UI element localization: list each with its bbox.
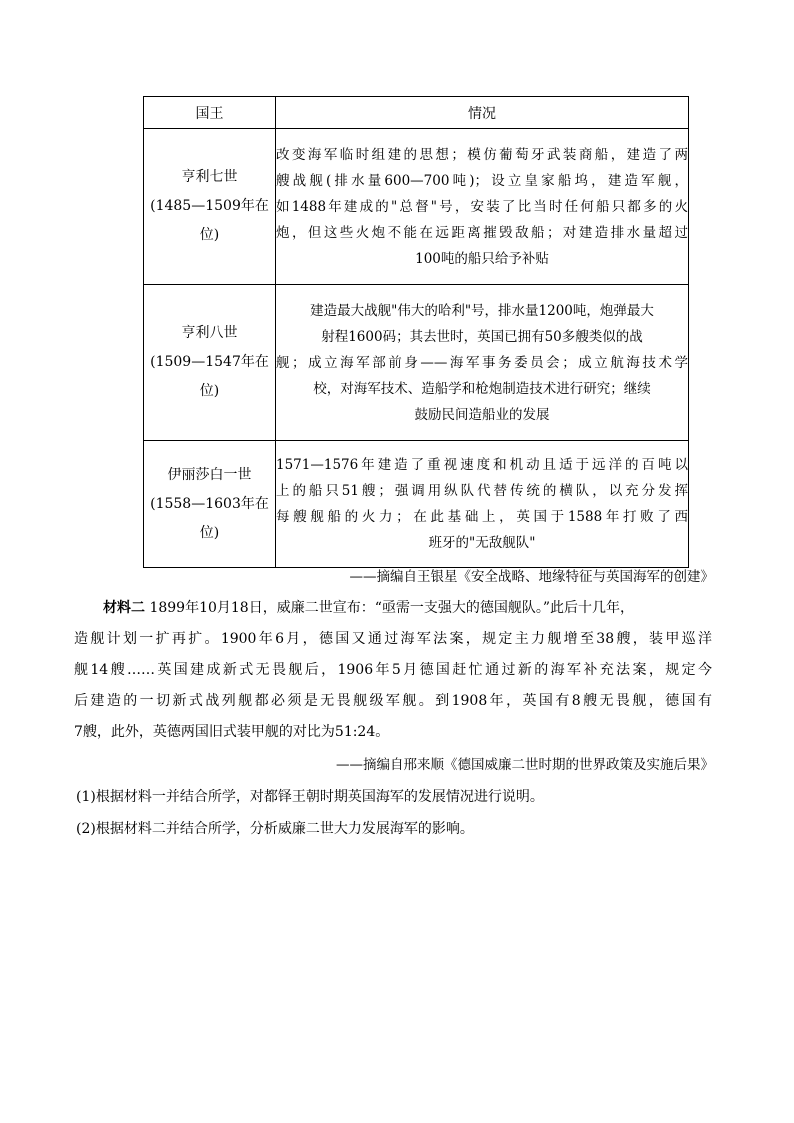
table-row: [144, 285, 689, 441]
situation-line: 1571—1576年建造了重视速度和机动且适于远洋的百吨以: [276, 457, 688, 473]
situation-line: 射程1600码；其去世时，英国已拥有50多艘类似的战: [321, 328, 643, 345]
situation-line: 改变海军临时组建的思想；模仿葡萄牙武装商船，建造了两: [276, 146, 688, 163]
situation-line: 舰；成立海军部前身——海军事务委员会；成立航海技术学: [276, 354, 688, 371]
king-reign-end: 位): [199, 227, 220, 243]
table-row: [144, 441, 689, 568]
king-cell: [144, 129, 276, 285]
table-row: [144, 129, 689, 285]
material-2-first-line: [103, 593, 693, 624]
king-reign-end: 位): [199, 383, 220, 399]
king-reign: (1509—1547年在: [150, 354, 269, 370]
situation-line: 上的船只51艘；强调用纵队代替传统的横队，以充分发挥: [276, 483, 688, 499]
header-situation: 情况: [276, 97, 689, 129]
situation-cell: [276, 285, 689, 441]
situation-line: 艘战舰(排水量600—700吨)；设立皇家船坞，建造军舰，: [276, 172, 688, 189]
situation-line: 校，对海军技术、造船学和枪炮制造技术进行研究；继续: [313, 380, 651, 397]
situation-line: 鼓励民间造船业的发展: [414, 406, 550, 423]
question-1: (1)根据材料一并结合所学，对都铎王朝时期英国海军的发展情况进行说明。: [76, 789, 544, 805]
king-name: 亨利八世: [181, 325, 238, 341]
situation-line: 每艘舰船的火力；在此基础上，英国于1588年打败了西: [276, 509, 688, 525]
king-cell: [144, 441, 276, 568]
king-cell: [144, 285, 276, 441]
king-reign: (1485—1509年在: [150, 198, 269, 214]
situation-line: 如1488年建成的"总督"号，安装了比当时任何船只都多的火: [276, 198, 688, 215]
material-2-line: 后建造的一切新式战列舰都必须是无畏舰级军舰。到1908年，英国有8艘无畏舰，德国有: [74, 693, 712, 709]
king-name: 伊丽莎白一世: [167, 466, 252, 483]
material-2-line: 7艘，此外，英德两国旧式装甲舰的对比为51:24。: [74, 724, 390, 740]
question-2: (2)根据材料二并结合所学，分析威廉二世大力发展海军的影响。: [76, 821, 474, 837]
material-2-line: 造舰计划一扩再扩。1900年6月，德国又通过海军法案，规定主力舰增至38艘，装甲巡洋: [74, 631, 712, 647]
material-2-paragraph: [74, 593, 712, 748]
king-naval-table: [143, 96, 689, 568]
king-name: 亨利七世: [181, 169, 238, 185]
situation-line: 100吨的船只给予补贴: [415, 250, 549, 267]
king-reign: (1558—1603年在: [150, 495, 269, 512]
header-king: 国王: [144, 97, 276, 129]
citation-material-2: ——摘编自邢来顺《德国威廉二世时期的世界政策及实施后果》: [336, 757, 714, 773]
table-header-row: [144, 97, 689, 129]
citation-material-1: ——摘编自王银星《安全战略、地缘特征与英国海军的创建》: [349, 569, 714, 585]
situation-line: 建造最大战舰"伟大的哈利"号，排水量1200吨，炮弹最大: [310, 302, 654, 319]
material-2-label: 材料二: [103, 600, 145, 616]
situation-cell: [276, 441, 689, 568]
situation-line: 班牙的"无敌舰队": [428, 535, 536, 551]
material-2-line: 1899年10月18日，威廉二世宣布：“亟需一支强大的德国舰队。”此后十几年，: [145, 600, 635, 616]
material-2-line: 舰14艘……英国建成新式无畏舰后，1906年5月德国赶忙通过新的海军补充法案，规定今: [74, 662, 712, 678]
situation-cell: [276, 129, 689, 285]
king-reign-end: 位): [199, 524, 220, 541]
situation-line: 炮，但这些火炮不能在远距离摧毁敌船；对建造排水量超过: [276, 224, 688, 241]
